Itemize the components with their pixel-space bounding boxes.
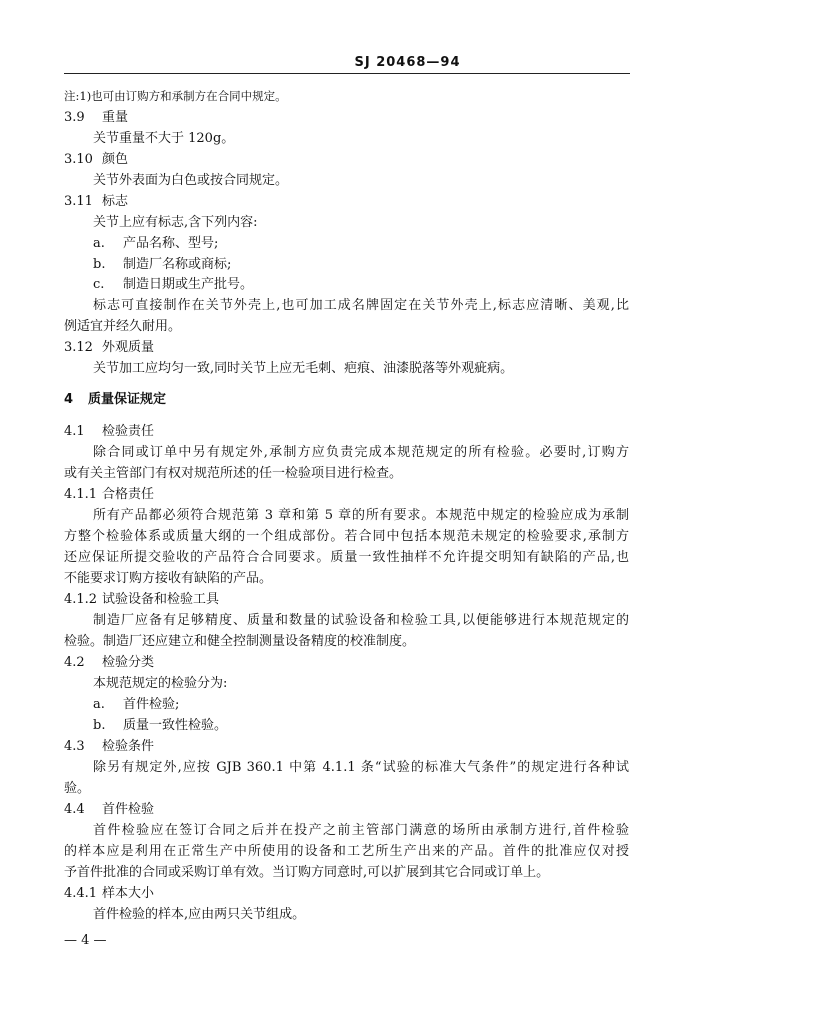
section-4-4-1-heading [64, 886, 154, 902]
page-header: SJ 20468—94 [354, 55, 461, 70]
section-number: 3.9 [64, 110, 85, 125]
section-number: 4.3 [64, 739, 85, 754]
section-number: 4.4.1 [64, 886, 98, 901]
section-4-1-heading [64, 424, 154, 440]
paragraph-line: 标志可直接制作在关节外壳上,也可加工成名牌固定在关节外壳上,标志应清晰、美观,比 [93, 298, 629, 313]
footnote: 注:1)也可由订购方和承制方在合同中规定。 [64, 89, 287, 103]
section-title: 合格责任 [102, 487, 155, 502]
section-title: 重量 [102, 110, 129, 125]
section-title: 颜色 [102, 152, 129, 167]
paragraph-line: 的样本应是利用在正常生产中所使用的设备和工艺所生产出来的产品。首件的批准应仅对授 [64, 844, 629, 859]
page-number: — 4 — [64, 933, 107, 948]
section-title: 标志 [102, 194, 129, 209]
section-title: 样本大小 [102, 886, 155, 901]
section-title: 首件检验 [102, 802, 155, 817]
paragraph-line: 例适宜并经久耐用。 [64, 319, 182, 334]
section-4-2-heading [64, 655, 154, 671]
chapter-title: 质量保证规定 [88, 392, 167, 407]
section-3-10-heading [64, 152, 128, 168]
section-4-4-heading [64, 802, 154, 818]
section-title: 检验分类 [102, 655, 155, 670]
section-3-9-heading [64, 110, 128, 126]
paragraph-line: 制造厂应备有足够精度、质量和数量的试验设备和检验工具,以便能够进行本规范规定的 [93, 613, 629, 628]
paragraph-line: 除合同或订单中另有规定外,承制方应负责完成本规范规定的所有检验。必要时,订购方 [93, 445, 629, 460]
paragraph-line: 予首件批准的合同或采购订单有效。当订购方同意时,可以扩展到其它合同或订单上。 [64, 865, 550, 880]
section-4-3-heading [64, 739, 154, 755]
paragraph-line: 验。 [64, 781, 91, 796]
paragraph-line: 不能要求订购方接收有缺陷的产品。 [64, 571, 273, 586]
list-item: a. 首件检验; [93, 697, 180, 712]
section-4-1-2-heading [64, 592, 219, 608]
paragraph: 关节加工应均匀一致,同时关节上应无毛刺、疤痕、油漆脱落等外观疵病。 [93, 361, 514, 376]
chapter-number: 4 [64, 392, 74, 407]
list-item: b. 制造厂名称或商标; [93, 257, 232, 272]
section-title: 外观质量 [102, 340, 155, 355]
paragraph-line: 所有产品都必须符合规范第 3 章和第 5 章的所有要求。本规范中规定的检验应成为承制 [93, 508, 629, 523]
paragraph-line: 首件检验应在签订合同之后并在投产之前主管部门满意的场所由承制方进行,首件检验 [93, 823, 629, 838]
chapter-4-heading [64, 392, 166, 408]
section-3-12-heading [64, 340, 154, 356]
list-item: c. 制造日期或生产批号。 [93, 277, 254, 292]
section-4-1-1-heading [64, 487, 154, 503]
list-item: b. 质量一致性检验。 [93, 718, 228, 733]
section-number: 3.11 [64, 194, 93, 209]
paragraph-line: 或有关主管部门有权对规范所述的任一检验项目进行检查。 [64, 466, 403, 481]
section-title: 检验责任 [102, 424, 155, 439]
list-item: a. 产品名称、型号; [93, 236, 219, 251]
section-3-11-heading [64, 194, 128, 210]
paragraph-line: 方整个检验体系或质量大纲的一个组成部份。若合同中包括本规范未规定的检验要求,承制方 [64, 529, 629, 544]
paragraph: 关节上应有标志,含下列内容: [93, 215, 258, 230]
paragraph-line: 检验。制造厂还应建立和健全控制测量设备精度的校准制度。 [64, 634, 416, 649]
section-title: 试验设备和检验工具 [102, 592, 220, 607]
section-number: 4.1.1 [64, 487, 98, 502]
section-number: 3.12 [64, 340, 93, 355]
section-number: 4.1 [64, 424, 85, 439]
section-number: 4.4 [64, 802, 85, 817]
paragraph-line: 还应保证所提交验收的产品符合合同要求。质量一致性抽样不允许提交明知有缺陷的产品,也 [64, 550, 629, 565]
section-number: 4.2 [64, 655, 85, 670]
section-title: 检验条件 [102, 739, 155, 754]
section-number: 3.10 [64, 152, 93, 167]
paragraph: 关节重量不大于 120g。 [93, 131, 235, 146]
header-rule [64, 73, 630, 74]
paragraph: 首件检验的样本,应由两只关节组成。 [93, 907, 306, 922]
paragraph: 本规范规定的检验分为: [93, 676, 228, 691]
paragraph: 关节外表面为白色或按合同规定。 [93, 173, 289, 188]
paragraph-line: 除另有规定外,应按 GJB 360.1 中第 4.1.1 条“试验的标准大气条件”的规定进行各种试 [93, 760, 629, 775]
section-number: 4.1.2 [64, 592, 98, 607]
